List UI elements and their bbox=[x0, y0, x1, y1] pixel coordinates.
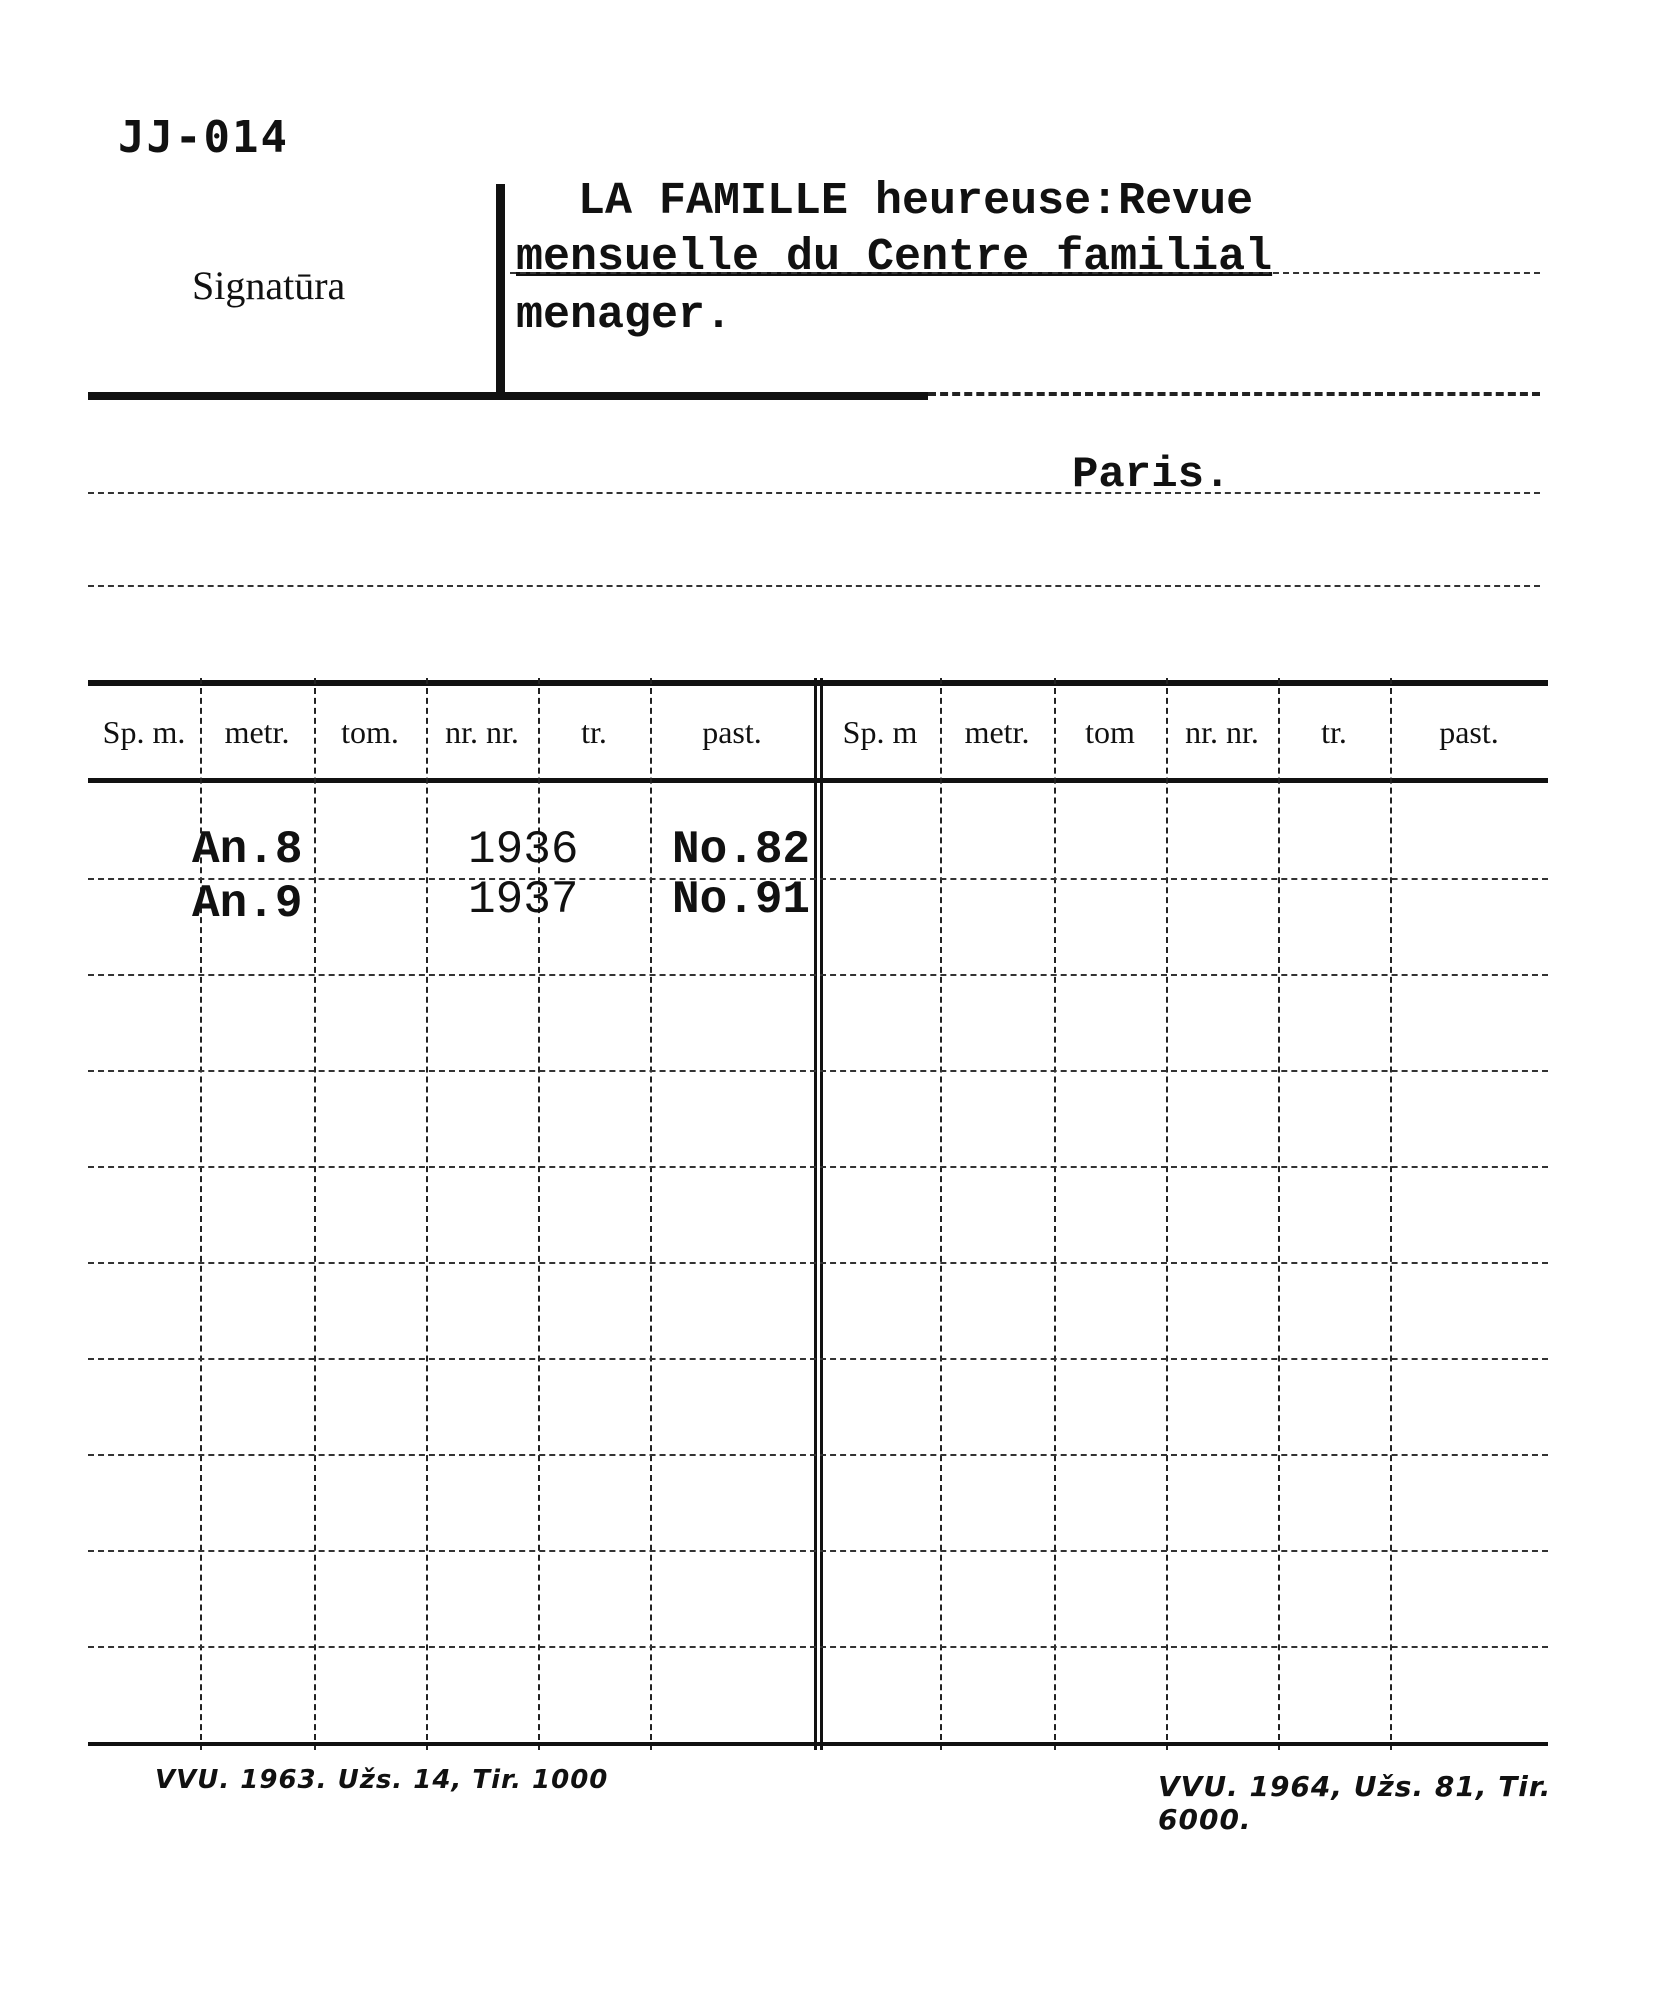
print-stamp-right: VVU. 1964, Užs. 81, Tir. 6000. bbox=[1158, 1770, 1552, 1836]
header-sp-m-2: Sp. m bbox=[842, 714, 918, 750]
header-tom-2: tom bbox=[1085, 714, 1135, 750]
col-divider-center bbox=[814, 678, 823, 1750]
row-line bbox=[88, 1454, 1548, 1456]
header-tr: tr. bbox=[581, 714, 607, 750]
title-underline bbox=[510, 272, 1540, 274]
catalog-code: JJ-014 bbox=[118, 112, 289, 163]
title-line-2: mensuelle du Centre familial bbox=[516, 232, 1273, 283]
col-divider bbox=[314, 678, 318, 1750]
title-line-3: menager. bbox=[516, 290, 733, 341]
title-line-1: LA FAMILLE heureuse:Revue bbox=[578, 176, 1254, 227]
row-line bbox=[88, 1262, 1548, 1264]
header-past: past. bbox=[702, 714, 762, 750]
col-divider bbox=[1166, 678, 1170, 1750]
header-divider bbox=[496, 184, 505, 396]
place-of-publication: Paris. bbox=[1072, 450, 1231, 500]
imprint-line bbox=[88, 585, 1540, 587]
row-line bbox=[88, 1550, 1548, 1552]
row-line bbox=[88, 974, 1548, 976]
row-line bbox=[88, 1646, 1548, 1648]
print-stamp-left: VVU. 1963. Užs. 14, Tir. 1000 bbox=[155, 1765, 609, 1795]
col-divider bbox=[940, 678, 944, 1750]
header-metr-2: metr. bbox=[964, 714, 1030, 750]
header-rule-dashed bbox=[928, 392, 1540, 396]
header-past-2: past. bbox=[1439, 714, 1499, 750]
col-divider bbox=[1278, 678, 1282, 1750]
header-tom: tom. bbox=[341, 714, 399, 750]
header-rule bbox=[88, 392, 928, 400]
header-tr-2: tr. bbox=[1321, 714, 1347, 750]
row-line bbox=[88, 1166, 1548, 1168]
header-sp-m: Sp. m. bbox=[102, 714, 186, 750]
header-metr: metr. bbox=[224, 714, 290, 750]
col-divider bbox=[1054, 678, 1058, 1750]
holdings-table bbox=[88, 678, 1548, 1750]
row-line bbox=[88, 1070, 1548, 1072]
row-2-nrnr: 1937 bbox=[468, 874, 579, 926]
col-divider bbox=[650, 678, 654, 1750]
table-bottom-rule bbox=[88, 1742, 1548, 1746]
row-1-nrnr: 1936 bbox=[468, 824, 579, 876]
signature-label: Signatūra bbox=[192, 263, 346, 308]
row-line bbox=[88, 878, 1548, 880]
col-divider bbox=[1390, 678, 1394, 1750]
header-nr-nr-2: nr. nr. bbox=[1185, 714, 1259, 750]
row-1-metr: An.8 bbox=[192, 824, 303, 876]
header-nr-nr: nr. nr. bbox=[445, 714, 519, 750]
publisher-line bbox=[88, 492, 1540, 494]
row-2-metr: An.9 bbox=[192, 878, 303, 930]
col-divider bbox=[426, 678, 430, 1750]
row-line bbox=[88, 1358, 1548, 1360]
row-2-past: No.91 bbox=[672, 874, 811, 926]
row-1-past: No.82 bbox=[672, 824, 811, 876]
